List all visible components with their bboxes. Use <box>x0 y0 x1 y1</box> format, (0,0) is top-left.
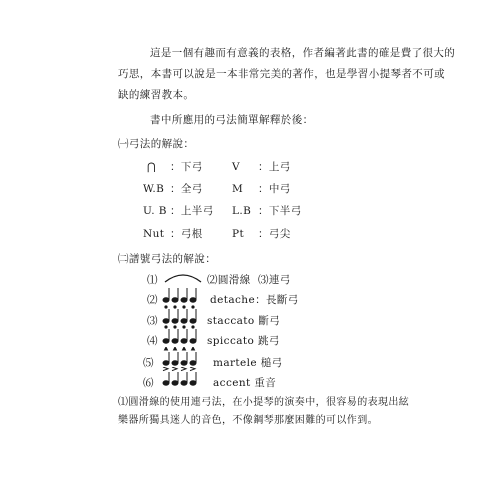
bow-mark-symbol-up: V <box>232 161 240 173</box>
spiccato-notes-icon <box>162 325 198 345</box>
notation-num-5: ⑸ <box>143 357 154 369</box>
explain-heading: 書中所應用的弓法簡單解釋於後： <box>150 114 314 126</box>
notation-num-2: ⑵ <box>147 294 158 306</box>
intro-line-1: 這是一個有趣而有意義的表格，作者編著此書的確是費了很大的 <box>150 47 456 59</box>
notation-num-3: ⑶ <box>147 315 158 327</box>
notation-num-6: ⑹ <box>143 377 154 389</box>
bow-mark-meaning-down: ：下弓 <box>170 161 203 173</box>
notation-num-4: ⑷ <box>147 335 158 347</box>
para1-line-2: 樂器所獨具迷人的音色，不像鋼琴那麼困難的可以作到。 <box>118 415 378 426</box>
staccato-notes-icon <box>162 305 198 325</box>
section1-heading: ㈠弓法的解說： <box>118 138 195 150</box>
notation-text-3: staccato 斷弓 <box>207 315 281 327</box>
notation-num-1: ⑴ <box>147 274 158 286</box>
bow-mark-symbol-nut: Nut <box>143 228 165 240</box>
notation-text-6: accent 重音 <box>213 377 277 389</box>
slur-notation-icon <box>163 270 203 284</box>
bow-mark-symbol-lb: L.B <box>232 205 252 217</box>
bow-mark-symbol-down: ⋂ <box>147 161 157 173</box>
notation-text-5: martele 槌弓 <box>213 357 283 369</box>
notation-extra-1: ⑶連弓 <box>258 274 291 286</box>
martele-notes-icon <box>162 347 198 367</box>
bow-mark-meaning-ub: ：上半弓 <box>170 205 214 217</box>
bow-mark-meaning-lb: ：下半弓 <box>258 205 302 217</box>
bow-mark-meaning-pt: ：弓尖 <box>258 228 291 240</box>
para1-line-1: ⑴圓滑線的使用連弓法，在小提琴的演奏中，很容易的表現出絃 <box>118 397 410 408</box>
detache-notes-icon <box>162 286 198 304</box>
bow-mark-symbol-pt: Pt <box>232 228 245 240</box>
notation-text-1: ⑵圓滑線 <box>207 274 251 286</box>
bow-mark-meaning-nut: ：弓根 <box>170 228 203 240</box>
intro-line-2: 巧思，本書可以說是一本非常完美的著作，也是學習小提琴者不可或 <box>118 68 445 80</box>
bow-mark-meaning-up: ：上弓 <box>258 161 291 173</box>
section2-heading: ㈡譜號弓法的解說： <box>118 253 217 265</box>
bow-mark-symbol-ub: U. B <box>143 205 167 217</box>
accent-notes-icon <box>162 367 198 387</box>
bow-mark-meaning-wb: ：全弓 <box>170 183 203 195</box>
bow-mark-symbol-m: M <box>232 183 244 195</box>
bow-mark-meaning-m: ：中弓 <box>258 183 291 195</box>
notation-text-2: detache：長斷弓 <box>210 294 299 306</box>
notation-text-4: spiccato 跳弓 <box>207 335 280 347</box>
bow-mark-symbol-wb: W.B <box>143 183 165 195</box>
intro-line-3: 缺的練習教本。 <box>118 89 195 101</box>
